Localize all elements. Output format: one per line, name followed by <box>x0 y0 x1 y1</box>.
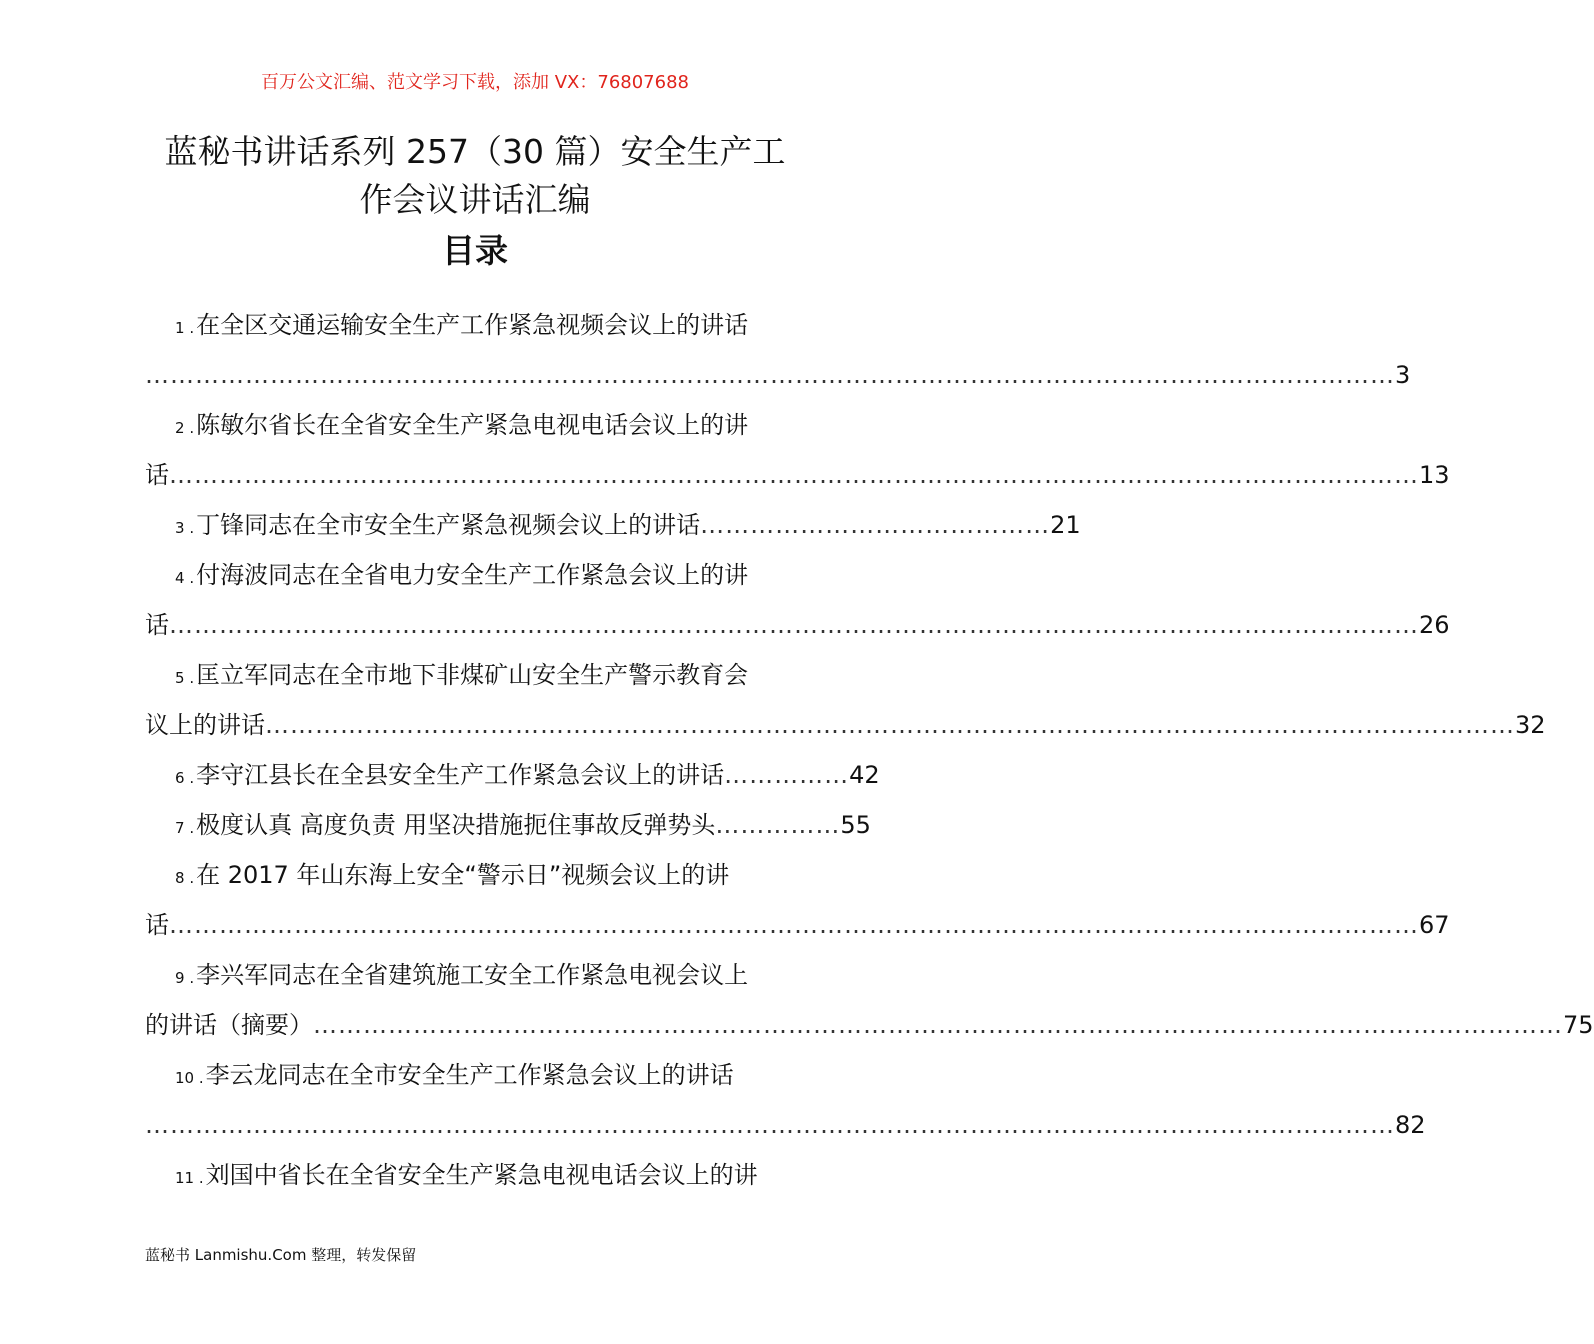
toc-entry-5-cont[interactable] <box>145 700 1546 750</box>
toc-entry-5[interactable] <box>145 650 807 700</box>
document-title <box>70 128 880 224</box>
toc-leader-dots: …………………………………………………………………………………………………………………………………… <box>169 911 1419 939</box>
toc-number: 9 . <box>175 969 195 987</box>
toc-leader-dots: …………………………………………………………………………………………………………………………………… <box>169 611 1419 639</box>
toc-entry-11[interactable] <box>145 1150 807 1200</box>
toc-leader-dots: …………………………………………………………………………………………………………………………………… <box>145 1111 1395 1139</box>
toc-page-number: 67 <box>1419 911 1450 939</box>
toc-heading: 目录 <box>442 231 508 270</box>
toc-entry-7[interactable] <box>145 800 871 850</box>
toc-title-cont: 的讲话（摘要） <box>145 1011 313 1039</box>
toc-entry-3[interactable] <box>145 500 1081 550</box>
toc-entry-10[interactable] <box>145 1050 807 1100</box>
toc-title: 李守江县长在全县安全生产工作紧急会议上的讲话 <box>196 761 725 789</box>
toc-leader-dots: …………… <box>715 811 841 839</box>
toc-page-number: 21 <box>1050 511 1081 539</box>
toc-leader-dots: …………………………………………………………………………………………………………………………………… <box>169 461 1419 489</box>
toc-title: 极度认真 高度负责 用坚决措施扼住事故反弹势头 <box>196 811 716 839</box>
toc-leader-dots: …………………………………………………………………………………………………………………………………… <box>313 1011 1563 1039</box>
toc-number: 5 . <box>175 669 195 687</box>
table-of-contents <box>145 300 1594 1200</box>
toc-number: 3 . <box>175 519 195 537</box>
toc-page-number: 55 <box>840 811 871 839</box>
toc-entry-6[interactable] <box>145 750 880 800</box>
toc-page-number: 32 <box>1515 711 1546 739</box>
toc-page-number: 42 <box>849 761 880 789</box>
toc-number: 4 . <box>175 569 195 587</box>
toc-entry-1[interactable] <box>145 300 807 350</box>
toc-leader-dots: …………………………………………………………………………………………………………………………………… <box>145 361 1395 389</box>
toc-number: 7 . <box>175 819 195 837</box>
toc-title: 陈敏尔省长在全省安全生产紧急电视电话会议上的讲 <box>196 411 749 439</box>
toc-number: 1 . <box>175 319 195 337</box>
toc-entry-9[interactable] <box>145 950 807 1000</box>
title-line-2: 作会议讲话汇编 <box>359 180 591 219</box>
toc-title: 刘国中省长在全省安全生产紧急电视电话会议上的讲 <box>205 1161 758 1189</box>
toc-title-cont: 话 <box>145 911 169 939</box>
watermark-banner: 百万公文汇编、范文学习下载，添加 VX：76807688 <box>261 72 689 93</box>
toc-entry-2-cont[interactable] <box>145 450 1450 500</box>
toc-entry-8[interactable] <box>145 850 807 900</box>
toc-number: 10 . <box>175 1069 204 1087</box>
toc-number: 2 . <box>175 419 195 437</box>
toc-title: 李兴军同志在全省建筑施工安全工作紧急电视会议上 <box>196 961 749 989</box>
toc-page-number: 13 <box>1419 461 1450 489</box>
toc-page-number: 26 <box>1419 611 1450 639</box>
toc-entry-10-cont[interactable] <box>145 1100 1426 1150</box>
toc-page-number: 75 <box>1563 1011 1594 1039</box>
toc-title: 丁锋同志在全市安全生产紧急视频会议上的讲话 <box>196 511 701 539</box>
toc-entry-9-cont[interactable] <box>145 1000 1594 1050</box>
toc-leader-dots: …………… <box>724 761 850 789</box>
toc-entry-2[interactable] <box>145 400 807 450</box>
toc-title-cont: 议上的讲话 <box>145 711 265 739</box>
toc-title: 在全区交通运输安全生产工作紧急视频会议上的讲话 <box>196 311 749 339</box>
toc-leader-dots: …………………………………… <box>700 511 1051 539</box>
toc-entry-1-cont[interactable] <box>145 350 1411 400</box>
toc-entry-8-cont[interactable] <box>145 900 1450 950</box>
toc-page-number: 3 <box>1395 361 1411 389</box>
toc-title: 匡立军同志在全市地下非煤矿山安全生产警示教育会 <box>196 661 749 689</box>
toc-entry-4-cont[interactable] <box>145 600 1450 650</box>
toc-number: 6 . <box>175 769 195 787</box>
toc-title-cont: 话 <box>145 611 169 639</box>
toc-title: 付海波同志在全省电力安全生产工作紧急会议上的讲 <box>196 561 749 589</box>
title-line-1: 蓝秘书讲话系列 257（30 篇）安全生产工 <box>164 132 786 171</box>
toc-number: 8 . <box>175 869 195 887</box>
toc-leader-dots: …………………………………………………………………………………………………………………………………… <box>265 711 1515 739</box>
toc-title: 在 2017 年山东海上安全“警示日”视频会议上的讲 <box>196 861 730 889</box>
page-footer: 蓝秘书 Lanmishu.Com 整理，转发保留 <box>145 1246 417 1264</box>
toc-entry-4[interactable] <box>145 550 807 600</box>
toc-title-cont: 话 <box>145 461 169 489</box>
toc-title: 李云龙同志在全市安全生产工作紧急会议上的讲话 <box>205 1061 734 1089</box>
toc-page-number: 82 <box>1395 1111 1426 1139</box>
toc-number: 11 . <box>175 1169 204 1187</box>
